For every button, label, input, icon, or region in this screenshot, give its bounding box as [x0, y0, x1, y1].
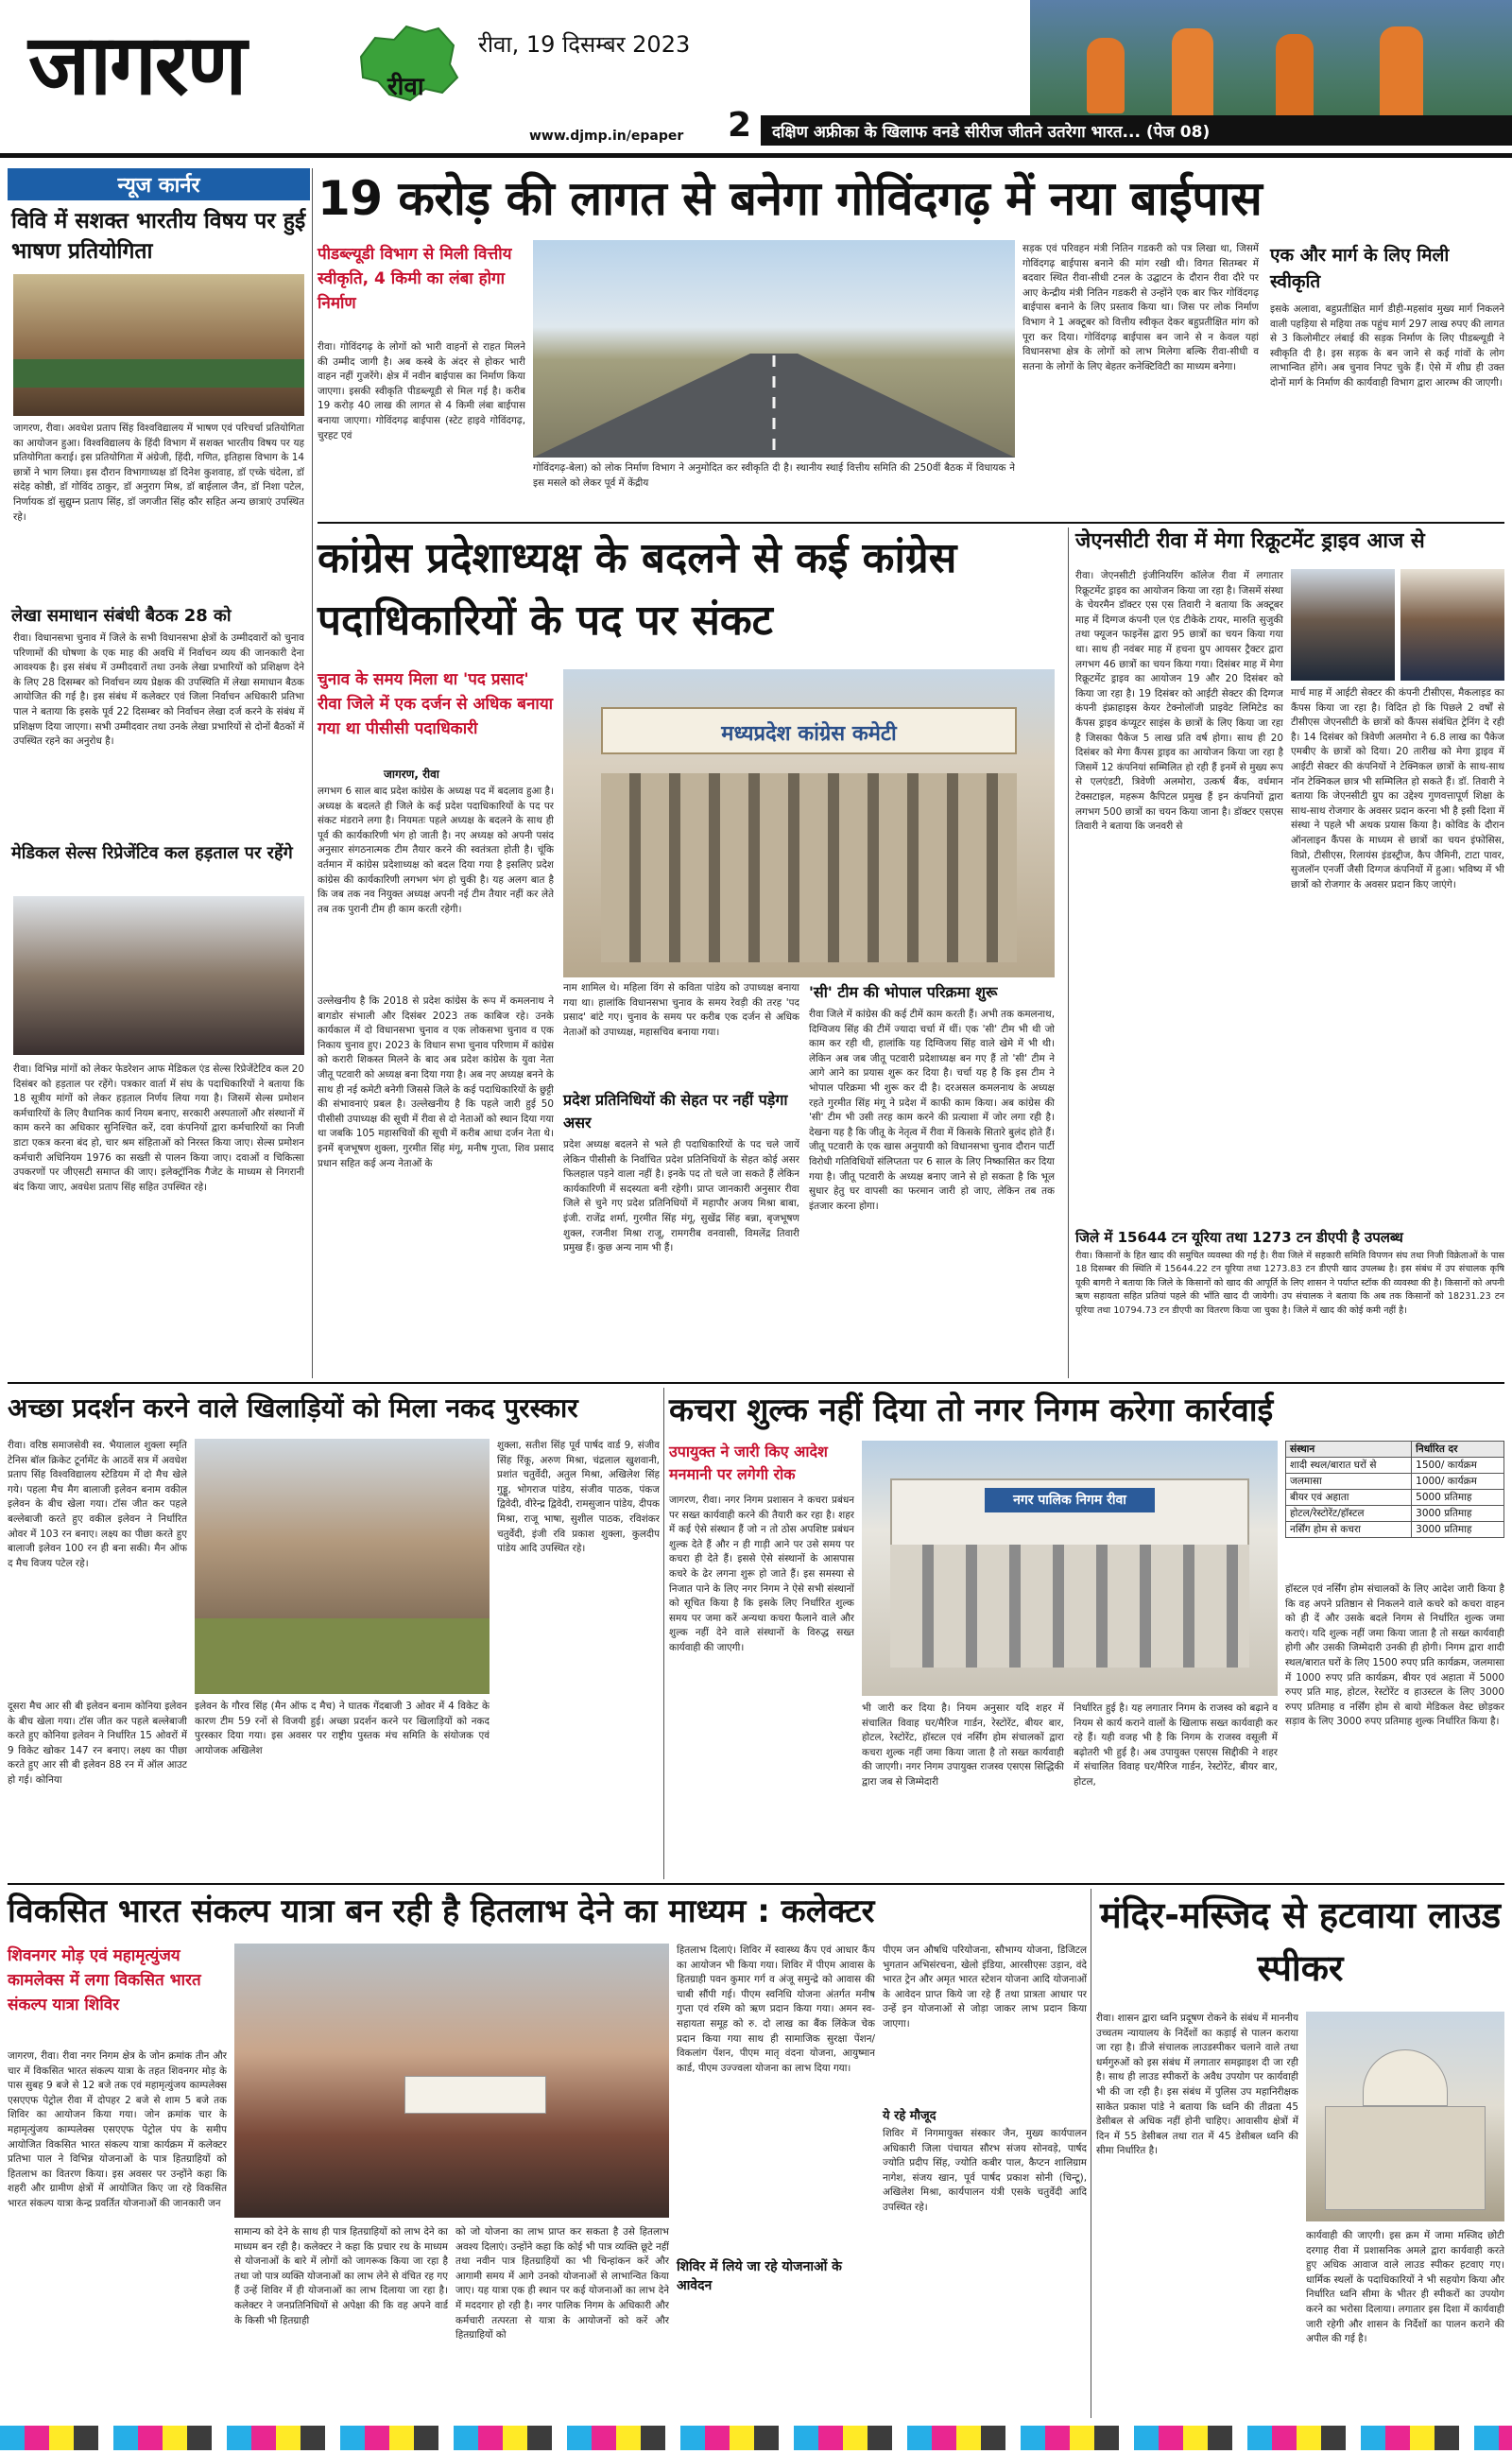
highway-photo — [533, 240, 1015, 458]
mandir-headline: मंदिर-मस्जिद से हटवाया लाउड स्पीकर — [1099, 1894, 1502, 1989]
jnct-subhead: जिले में 15644 टन यूरिया तथा 1273 टन डीएपी है उपलब्ध — [1075, 1229, 1403, 1246]
table-cell: 1000/ कार्यक्रम — [1412, 1474, 1504, 1490]
fee-table-header-rate: निर्धारित दर — [1412, 1442, 1504, 1458]
viksit-text-5: पीएम जन औषधि परियोजना, सौभाग्य योजना, डिजिटल भुगतान अभिसंरचना, खेलो इंडिया, आरसीएसः उड़ान, वंदे भारत ट्रेन और अमृत भारत स्टेशन योजना आदि योजनाओं के आवेदन प्राप्त किये जा रहे हैं तथा प्रात्रता आधार पर उन्हें इन योजनाओं से जोड़ा जाकर लाभ प्रदान किया जाएगा। — [883, 1944, 1087, 2030]
table-cell: 3000 प्रतिमाह — [1412, 1506, 1504, 1522]
congress-subhead-1: प्रदेश प्रतिनिधियों की सेहत पर नहीं पड़ेगा असर — [563, 1091, 788, 1132]
bypass-story — [318, 168, 1504, 518]
news-corner-headline-3: मेडिकल सेल्स रिप्रेजेंटिव कल हड़ताल पर रहेंगे — [11, 843, 293, 863]
bypass-caption-strip: गोविंदगढ़-बेला) को लोक निर्माण विभाग ने अनुमोदित कर स्वीकृति दी है। स्थानीय स्थाई वित्तीय समिति की 250वीं बैठक में विधायक ने इस मसले को लेकर पूर्व में केंद्रीय — [533, 462, 1015, 489]
table-row — [1286, 1506, 1504, 1522]
table-row — [1286, 1474, 1504, 1490]
viksit-text-1: जागरण, रीवा। रीवा नगर निगम क्षेत्र के जोन क्रमांक तीन और चार में विकसित भारत संकल्प यात्रा के तहत शिवनगर मोड़ के पास सुबह 9 बजे से 12 बजे तक एवं महामृत्युंजय काम्पलेक्स एसएएफ पेट्रोल रीवा में दोपहर 2 बजे से शाम 5 बजे तक शिविर का आयोजन किया गया। जोन क्रमांक चार के महामृत्युंजय काम्पलेक्स एसएएफ पेट्रोल पंप के समीप आयोजित विकसित भारत संकल्प यात्रा कार्यक्रम में कलेक्टर प्रतिभा पाल ने विभिन्न योजनाओं के पात्र हितग्राहियों को हितलाभ का वितरण किया। इस अवसर पर उन्होंने कहा कि शहरी और ग्रामीण क्षेत्रों में आयोजित किए जा रहे विकसित भारत संकल्प यात्रा केन्द्र प्रवर्तित योजनाओं की जानकारी जन — [8, 2050, 227, 2209]
kachra-text-3: निर्धारित हुई है। यह लगातार निगम के राजस्व को बढ़ाने व नियम से कार्य कराने वालों के खिलाफ सख्त कार्यवाही कर रहे हैं। यही वजह भी है कि निगम के राजस्व वसूली में बढ़ोतरी भी हुई है। अब उपायुक्त एसएस सिद्दीकी ने शहर में संचालित विवाह घर/मैरिज गार्डन, रेस्टोरेंट, बीयर बार, होटल, — [1074, 1702, 1278, 1788]
fee-table-box — [1285, 1441, 1504, 1573]
middle-band-rule — [8, 1382, 1504, 1384]
fee-table-header-institution: संस्थान — [1286, 1442, 1412, 1458]
congress-text-2: उल्लेखनीय है कि 2018 से प्रदेश कांग्रेस के रूप में कमलनाथ ने बागडोर संभाली और दिसंबर 2023 तक काबिज रहे। उनके कार्यकाल में दो विधानसभा चुनाव व एक लोकसभा चुनाव व एक निकाय चुनाव हुए। 2023 के विधान सभा चुनाव परिणाम में कांग्रेस को करारी शिकस्त मिलने के बाद अब प्रदेश कांग्रेस के युवा नेता जीतू पटवारी को अध्यक्ष बना दिया गया है। अब नए अध्यक्ष बनने के साथ ही नई कमेटी बनेगी जिससे जिले के कई पदाधिकारियों के छुट्टी की संभावनाएं प्रबल है। उल्लेखनीय है कि पहले जारी हुई 50 पीसीसी उपाध्यक्ष की सूची में रीवा से दो नेताओं को स्थान दिया गया था जबकि 105 महासचिवों की सूची में करीब आधा दर्जन नेता थे। इनमें बृजभूषण शुक्ला, गुरमीत सिंह मंगू, मनीष गुप्ता, शिव प्रसाद प्रधान सहित कई अन्य नेताओं के — [318, 995, 554, 1169]
bypass-text-1: रीवा। गोविंदगढ़ के लोगों को भारी वाहनों से राहत मिलने की उम्मीद जागी है। अब कस्बे के अंदर से होकर भारी वाहन नहीं गुजरेंगे। क्षेत्र में नवीन बाईपास का निर्माण किया जाएगा। इसकी स्वीकृति पीडब्ल्यूडी से मिल गई है। करीब 19 करोड़ 40 लाख की लागत से 4 किमी लंबा बाईपास बनाया जाएगा। गोविंदगढ़ बाईपास (स्टेट हाइवे गोविंदगढ़, चुरहट एवं — [318, 341, 525, 441]
viksit-text-3: को जो योजना का लाभ प्राप्त कर सकता है उसे हितलाभ अवश्य दिलाएं। उन्होंने कहा कि कोई भी पात्र व्यक्ति छूटे नहीं तथा नवीन पात्र हितग्राहियों का भी चिन्हांकन करें और आगामी समय में आगे उनको योजनाओं से लाभान्वित किया जाए। यह यात्रा एक ही स्थान पर कई योजनाओं का लाभ देने में मददगार हो रही है। नगर पालिक निगम के अधिकारी और कर्मचारी तत्परता से यात्रा के आयोजनों को करें और हितग्राहियों को — [455, 2226, 669, 2342]
page-number: 2 — [728, 106, 752, 145]
congress-text-4: प्रदेश अध्यक्ष बदलने से भले ही पदाधिकारियों के पद चले जायें लेकिन पीसीसी के निर्वाचित प्रदेश प्रतिनिधियों के सेहत कोई असर फिलहाल पड़ने वाला नहीं है। इनके पद तो चले जा सकते हैं लेकिन कार्यकारिणी में सदस्यता बनी रहेगी। प्राप्त जानकारी अनुसार रीवा जिले से चुने गए प्रदेश प्रतिनिधियों में महापौर अजय मिश्रा बाबा, इंजी. राजेंद्र शर्मा, गुरमीत सिंह मंगू, सुखेंद्र सिंह बन्ना, बृजभूषण शुक्ल, रजनीश मिश्रा राजू, रामगरीब वनवासी, विमलेंद्र तिवारी प्रमुख हैं। कुछ अन्य नाम भी हैं। — [563, 1139, 799, 1254]
table-cell: 3000 प्रतिमाह — [1412, 1522, 1504, 1538]
bypass-headline: 19 करोड़ की लागत से बनेगा गोविंदगढ़ में नया बाईपास — [318, 171, 1263, 226]
lower-band-rule — [8, 1883, 1504, 1885]
table-cell: नर्सिंग होम से कचरा — [1286, 1522, 1412, 1538]
congress-headline: कांग्रेस प्रदेशाध्यक्ष के बदलने से कई कांग्रेस पदाधिकारियों के पद पर संकट — [318, 534, 957, 645]
yatra-photo — [234, 1944, 669, 2218]
news-corner-text-2: रीवा। विधानसभा चुनाव में जिले के सभी विधानसभा क्षेत्रों के उम्मीदवारों को चुनाव परिणामों की घोषणा के एक माह की अवधि में निर्वाचन व्यय की जानकारी देना आवश्यक है। इस संबंध में उम्मीदवारों तथा उनके लेखा प्रभारियों को प्रशिक्षण देने के लिए 28 दिसम्बर को निर्वाचन व्यय प्रेक्षक की उपस्थिति में लेखा समाधान बैठक आयोजित की गई है। इस संबंध में कलेक्टर एवं जिला निर्वाचन अधिकारी प्रतिभा पाल ने बताया कि इसके पूर्व 22 दिसम्बर को निर्वाचन लेखा दर्ज करने के संबंध में प्रशिक्षण दिया जाएगा। सभी उम्मीदवार तथा उनके लेखा प्रभारियों से दोनों बैठकों में उपस्थित रहने का अनुरोध है। — [13, 632, 304, 748]
table-cell: जलमासा — [1286, 1474, 1412, 1490]
table-cell: 5000 प्रतिमाह — [1412, 1490, 1504, 1506]
congress-text-3: नाम शामिल थे। महिला विंग से कविता पांडेय को उपाध्यक्ष बनाया गया था। हालांकि विधानसभा चुनाव के समय रेवड़ी की तरह 'पद प्रसाद' बांटे गए। चुनाव के समय पर करीब एक दर्जन से अधिक नेताओं को उपाध्यक्ष, महासचिव बनाया गया। — [563, 982, 799, 1038]
congress-text-1: लगभग 6 साल बाद प्रदेश कांग्रेस के अध्यक्ष पद में बदलाव हुआ है। अध्यक्ष के बदलते ही जिले के कई प्रदेश पदाधिकारियों के पद पर संकट मंडराने लगा है। नियमतः पहले अध्यक्ष के बदलने के साथ ही पूर्व की कार्यकारिणी भंग हो जाती है। नए अध्यक्ष को अपनी पसंद अनुसार संगठनात्मक टीम तैयार करने की स्वतंत्रता होती है। चूंकि वर्तमान में कांग्रेस प्रदेशाध्यक्ष को बदल दिया गया है इसलिए प्रदेश कांग्रेस की कार्यकारिणी लगभग भंग हो चुकी है। यह अलग बात है कि जब तक नव नियुक्त अध्यक्ष अपनी नई टीम तैयार नहीं कर लेते तब तक पुरानी टीम ही काम करती रहेगी। — [318, 786, 554, 915]
kachra-text-1: जागरण, रीवा। नगर निगम प्रशासन ने कचरा प्रबंधन पर सख्त कार्यवाही करने की तैयारी कर रहा है। शहर में कई ऐसे संस्थान हैं जो न तो ठोस अपशिष्ट प्रबंधन शुल्क देते हैं और न ही गाड़ी आने पर उसे समय पर कचरा ही देते हैं। इससे ऐसे संस्थानों के आसपास कचरे के ढेर लगना शुरू हो जाते हैं। इस समस्या से निजात पाने के लिए नगर निगम ने ऐसे सभी संस्थानों को सूचित किया है कि इसके लिए निर्धारित शुल्क समय पर जमा करें अन्यथा कचरा फैलाने वाले और शुल्क नहीं देने वाले संस्थानों के विरुद्ध सख्त कार्यवाही की जाएगी। — [669, 1495, 854, 1653]
jnct-portrait-1 — [1291, 569, 1395, 681]
news-corner-headline-2: लेखा समाधान संबंधी बैठक 28 को — [11, 606, 232, 626]
congress-office-photo: मध्यप्रदेश कांग्रेस कमेटी — [563, 669, 1055, 977]
bypass-side-headline: एक और मार्ग के लिए मिली स्वीकृति — [1270, 245, 1450, 292]
players-text-4: शुक्ला, सतीश सिंह पूर्व पार्षद वार्ड 9, संजीव सिंह रिंकू, अरुण मिश्रा, चंद्रलाल खुशवानी, प्रशांत चतुर्वेदी, अतुल मिश्रा, अखिलेश सिंह गुड्डू, भोगराज पांडेय, संजीव पाठक, पंकज द्विवेदी, वीरेन्द्र द्विवेदी, रामसुजान पांडेय, दीपक मिश्रा, राजू भाषा, सुशील पाठक, रविशंकर चतुर्वेदी, इंजी रवि प्रकाश शुक्ला, कुलदीप पांडेय आदि उपस्थित रहे। — [497, 1440, 660, 1555]
viksit-text-6: शिविर में निगमायुक्त संस्कार जैन, मुख्य कार्यपालन अधिकारी जिला पंचायत सौरभ संजय सोनवड़े, पार्षद ज्योति प्रदीप सिंह, ज्योति कबीर पाल, कैप्टन शालिग्राम नागेश, संजय खान, पूर्व पार्षद प्रकाश सोनी (चिन्टू), अखिलेश मिश्रा, कार्यपालन यंत्री एसके चतुर्वेदी आदि उपस्थित रहे। — [883, 2128, 1087, 2213]
congress-story — [318, 527, 1064, 1378]
kachra-text-2: भी जारी कर दिया है। नियम अनुसार यदि शहर में संचालित विवाह घर/मैरिज गार्डन, रेस्टोरेंट, बीयर बार, होटल, रेस्टोरेंट, हॉस्टल एवं नर्सिंग होम संचालकों द्वारा कचरा शुल्क नहीं जमा किया जाता है तो सख्त कार्यवाही की जाएगी। नगर निगम उपायुक्त राजस्व एसएस सिद्धिकी द्वारा जब से जिम्मेदारी — [862, 1702, 1064, 1788]
date-line: रीवा, 19 दिसम्बर 2023 — [478, 31, 691, 58]
congress-byline: जागरण, रीवा — [384, 768, 439, 781]
viksit-text-4: हितलाभ दिलाएं। शिविर में स्वास्थ्य कैंप एवं आधार कैंप का आयोजन भी किया गया। शिविर में पीएम आवास के हितग्राही पवन कुमार गर्ग व अंजू समुन्द्रे को आवास की चाबी सौंपी गई। पीएम स्वनिधि योजना अंतर्गत मनीष गुप्ता एवं रश्मि को ऋण प्रदान किया गया। अमन स्व-सहायता समूह को रु. दो लाख का बैंक लिंकेज चेक प्रदान किया गया साथ ही सामाजिक सुरक्षा पेंशन/विकलांग पेंशन, पीएम मातृ वंदना योजना, आयुष्मान कार्ड, पीएम उज्ज्वला योजना का लाभ दिया गया। — [677, 1944, 875, 2074]
color-registration-strip — [0, 2426, 1512, 2450]
jnct-text-2: मार्च माह में आईटी सेक्टर की कंपनी टीसीएस, मैकलाइड का कैंपस किया जा रहा है। विदित हो कि पिछले 2 वर्षों से टीसीएस जेएनसीटी के छात्रों को कैंपस संबंधित ट्रेनिंग दे रही है। 14 दिसंबर को त्रिवेणी अलमोरा ने 6.8 लाख का पैकेज एमबीए के छात्रों को दिया। 20 तारीख को मेगा ड्राइव में आईटी सेक्टर की कंपनियों ने टेक्निकल छात्रों के साथ-साथ नॉन टेक्निकल छात्र भी सम्मिलित हो सकते हैं। डॉ. तिवारी ने बताया कि जेएनसीटी ग्रुप का उद्देश्य गुणवत्तापूर्ण शिक्षा के साथ-साथ रोजगार के अवसर प्रदान करना भी है इसी दिशा में संस्था ने पहले भी अथक प्रयास किया है। कोविड के दौरान ऑनलाइन कैंपस के माध्यम से छात्रों का चयन इंफोसिस, विप्रो, टीसीएस, रिलायंस इंडस्ट्रीज, कैप जैमिनी, टाटा पावर, सुजलॉन एनर्जी जैसी दिग्गज कंपनियों में हुआ। भविष्य में भी छात्रों को रोजगार के अवसर प्रदान किए जाएंगे। — [1291, 687, 1504, 890]
jnct-portrait-2 — [1400, 569, 1504, 681]
region-label: रीवा — [387, 73, 424, 101]
jnct-headline: जेएनसीटी रीवा में मेगा रिक्रूटमेंट ड्राइव आज से — [1075, 529, 1425, 553]
congress-deck: चुनाव के समय मिला था 'पद प्रसाद' रीवा जिले में एक दर्जन से अधिक बनाया गया था पीसीसी पदाधिकारी — [318, 670, 554, 738]
logo: जागरण — [28, 15, 246, 113]
promo-bar[interactable] — [761, 115, 1512, 146]
players-text-2: दूसरा मैच आर सी बी इलेवन बनाम कोनिया इलेवन के बीच खेला गया। टॉस जीत कर पहले बल्लेबाजी करते हुए कोनिया इलेवन ने निर्धारित 15 ओवरों में 9 विकेट खोकर 147 रन बनाए। लक्ष्य का पीछा करते हुए आर सी बी इलेवन 88 रन में ऑल आउट हो गई। कोनिया — [8, 1701, 187, 1786]
congress-right-rule — [1068, 527, 1069, 1378]
viksit-headline: विकसित भारत संकल्प यात्रा बन रही है हितलाभ देने का माध्यम : कलेक्टर — [8, 1892, 875, 1930]
mosque-photo — [1306, 2012, 1504, 2221]
viksit-text-2: सामान्य को देने के साथ ही पात्र हितग्राहियों को लाभ देने का माध्यम बन रही है। कलेक्टर ने कहा कि प्रचार रथ के माध्यम से योजनाओं के बारे में लोगों को जागरूक किया जा रहा है तथा जो पात्र व्यक्ति योजनाओं का लाभ लेने से वंचित रह गए हैं उन्हें शिविर में ही योजनाओं का लाभ दिलाया जा रहा है। कलेक्टर ने जनप्रतिनिधियों से अपेक्षा की कि वह अपने वार्ड के किसी भी हितग्राही — [234, 2226, 448, 2326]
masthead — [0, 0, 1512, 161]
viksit-story — [8, 1889, 1087, 2418]
players-text-3: इलेवन के गौरव सिंह (मैन ऑफ द मैच) ने घातक गेंदबाजी 3 ओवर में 4 विकेट के कारण टीम 59 रनों से विजयी हुई। अच्छा प्रदर्शन करने पर खिलाड़ियों को नकद पुरस्कार दिया गया। इस अवसर पर राष्ट्रीय पुस्तक मंच समिति के संयोजक एवं आयोजक अखिलेश — [195, 1701, 490, 1756]
jnct-story — [1075, 527, 1504, 1378]
congress-subhead-2: 'सी' टीम की भोपाल परिक्रमा शुरू — [809, 983, 998, 1001]
nagar-nigam-photo: नगर पालिक निगम रीवा — [862, 1441, 1278, 1696]
players-text-1: रीवा। वरिष्ठ समाजसेवी स्व. भैयालाल शुक्ला स्मृति टेनिस बॉल क्रिकेट टूर्नामेंट के आठवें सत्र में अवधेश प्रताप सिंह विश्वविद्यालय स्टेडियम में दो मैच खेले गये। पहला मैच मैग बालाजी इलेवन बनाम वकील इलेवन के बीच खेला गया। टॉस जीत कर पहले बल्लेबाजी करते हुए वकील इलेवन ने निर्धारित ओवर में 103 रन बनाए। लक्ष्य का पीछा करते हुए बालाजी इलेवन 100 रन ही बना सकी। मैन ऑफ द मैच विजय पटेल रहे। — [8, 1440, 187, 1569]
players-headline: अच्छा प्रदर्शन करने वाले खिलाड़ियों को मिला नकद पुरस्कार — [8, 1392, 578, 1424]
fee-table — [1285, 1441, 1504, 1538]
kachra-deck: उपायुक्त ने जारी किए आदेश मनमानी पर लगेगी रोक — [669, 1443, 828, 1483]
promo-text: दक्षिण अफ्रीका के खिलाफ वनडे सीरीज जीतने उतरेगा भारत... (पेज 08) — [772, 123, 1211, 142]
epaper-url[interactable]: www.djmp.in/epaper — [529, 129, 684, 144]
table-row — [1286, 1458, 1504, 1474]
table-row — [1286, 1490, 1504, 1506]
strike-meeting-photo — [13, 896, 304, 1055]
table-row — [1286, 1522, 1504, 1538]
viksit-subhead-2: ये रहे मौजूद — [883, 2109, 936, 2123]
news-corner-text-3: रीवा। विभिन्न मांगों को लेकर फेडरेशन आफ मेडिकल एंड सेल्स रिप्रेजेंटेटिव कल 20 दिसंबर को हड़ताल पर रहेंगे। पत्रकार वार्ता में संघ के पदाधिकारियों ने बताया कि 18 सूत्रीय मांगों को लेकर हड़ताल निर्णय लिया गया है। जिसमें सेल्स प्रमोशन कर्मचारियों के लिए वैधानिक कार्य नियम बनाए, सरकारी अस्पतालों और संस्थानों में काम करने का अधिकार सुनिश्चित करें, दवा कंपनियों द्वारा कर्मचारियों का निजी डाटा एकत्र करना बंद हो, चार श्रम संहिताओं को निरस्त किया जाए। सेल्स प्रमोशन कर्मचारी अधिनियम 1976 का सख्ती से पालन किया जाए। दवाओं व चिकित्सा उपकरणों पर जीएसटी समाप्त की जाए। इलेक्ट्रॉनिक गैजेट के माध्यम से निगरानी बंद किया जाए, अवधेश प्रताप सिंह सहित उपस्थित रहे। — [13, 1063, 304, 1193]
masthead-rule — [0, 153, 1512, 158]
players-right-rule — [663, 1388, 664, 1879]
players-story — [8, 1388, 660, 1879]
jnct-text-3: रीवा। किसानों के हित खाद की समुचित व्यवस्था की गई है। रीवा जिले में सहकारी समिति विपणन संघ तथा निजी विक्रेताओं के पास 18 दिसम्बर की स्थिति में 15644.22 टन यूरिया तथा 1273.83 टन डीएपी खाद उपलब्ध है। इस संबंध में उप संचालक कृषि यूकी बागरी ने बताया कि जिले के किसानों को खाद की आपूर्ति के लिए शासन ने पर्याप्त स्टॉक की व्यवस्था की है। किसानों को अपनी ऋण सहायता सहित प्रतियां पहले की भाँति खाद दी जायेगी। उप संचालक ने बताया कि अब तक किसानों को 18231.23 टन यूरिया तथा 10794.73 टन डीएपी का वितरण किया जा चुका है। जिले में खाद की कोई कमी नहीं है। — [1075, 1251, 1504, 1316]
prize-photo — [195, 1439, 490, 1694]
kachra-text-4: हॉस्टल एवं नर्सिंग होम संचालकों के लिए आदेश जारी किया है कि वह अपने प्रतिष्ठान से निकलने वाले कचरे को कचरा वाहन को ही दें और उसके बदले निगम से निर्धारित शुल्क जमा कराएं। यदि शुल्क नहीं जमा किया जाता है तो सख्त कार्यवाही होगी और उसकी जिम्मेदारी उनकी ही होगी। निगम द्वारा शादी स्थल/बारात घरों के लिए 1500 रुपए प्रति कार्यक्रम, जलमासा में 1000 रुपए प्रति कार्यक्रम, बीयर एवं अहाता में 5000 रुपए प्रति माह, होटल, रेस्टोरेंट व हाउस्टल के लिए 3000 रुपए प्रतिमाह व नर्सिंग होम से बायो मेडिकल वेस्ट छोड़कर सड़ाव के लिए 3000 रुपए प्रतिमाह शुल्क निर्धारित किया है। — [1285, 1583, 1504, 1728]
viksit-deck: शिवनगर मोड़ एवं महामृत्युंजय कामलेक्स में लगा विकसित भारत संकल्प यात्रा शिविर — [8, 1946, 201, 2014]
mandir-text-2: कार्यवाही की जाएगी। इस क्रम में जामा मस्जिद छोटी दरगाह रीवा में प्रशासनिक अमले द्वारा कार्यवाही करते हुए अधिक आवाज वाले लाउड स्पीकर हटवाए गए। धार्मिक स्थलों के पदाधिकारियों ने भी सहयोग किया और निर्धारित ध्वनि सीमा के भीतर ही स्पीकरों का उपयोग करने का भरोसा दिलाया। लगातार इस दिशा में कार्यवाही जारी रहेगी और शासन के निर्देशों का पालन कराने की अपील की गई है। — [1306, 2230, 1504, 2345]
mandir-story — [1096, 1889, 1504, 2418]
table-cell: होटल/रेस्टोरेंट/हॉस्टल — [1286, 1506, 1412, 1522]
kachra-headline: कचरा शुल्क नहीं दिया तो नगर निगम करेगा कार्रवाई — [669, 1391, 1274, 1429]
bypass-text-3: इसके अलावा, बहुप्रतीक्षित मार्ग डीही-महसांव मुख्य मार्ग निकलने वाली पहड़िया से महिया तक पहुंच मार्ग 297 लाख रुपए की लागत से 3 किलोमीटर लंबाई की सड़क निर्माण के लिए पीडब्ल्यूडी ने स्वीकृति दी है। इस सड़क के बन जाने से कई गांवों के लोग लाभान्वित होंगे। अब चुनाव निपट चुके हैं। ऐसे में शीघ्र ही उक्त दोनों मार्ग के निर्माण की कार्यवाही विभाग द्वारा आरम्भ की जाएगी। — [1270, 303, 1504, 389]
news-corner-label: न्यूज कार्नर — [8, 168, 310, 200]
cricket-photo — [1030, 0, 1512, 130]
congress-text-5: रीवा जिले में कांग्रेस की कई टीमें काम करती हैं। अभी तक कमलनाथ, दिग्विजय सिंह की टीमें ज्यादा चर्चा में थीं। एक 'सी' टीम भी थी जो काम कर रही थी, हालांकि यह दिग्विजय सिंह वाले खेमे में भी थी। लेकिन अब जब जीतू पटवारी प्रदेशाध्यक्ष बन गए हैं तो 'सी' टीम ने आगे आने का प्रयास शुरू कर दिया है। चर्चा यह है कि इस टीम ने भोपाल परिक्रमा भी शुरू कर दी है। दरअसल कमलनाथ के अध्यक्ष रहते गुरमीत सिंह मंगू ने प्रदेश में काफी काम किया। अब कांग्रेस की 'सी' टीम भी उसी तरह काम करने की प्रत्याशा में जोर लगा रही है। देखना यह है कि जीतू के नेतृत्व में रीवा में किसके सितारे बुलंद होते हैं। जीतू पटवारी के एक खास अनुयायी को विधानसभा चुनाव दौरान पार्टी विरोधी गतिविधियों संलिप्तता पर 6 साल के लिए निष्कासित कर दिया गया है। जीतू पटवारी के अध्यक्ष बनाए जाने से हो सकता है कि भूल सुधार हेतु घर वापसी का फरमान जारी हो जाए, लेकिन तब तक इंतजार करना होगा। — [809, 1009, 1055, 1212]
bypass-bottom-rule — [318, 522, 1504, 524]
mandir-text-1: रीवा। शासन द्वारा ध्वनि प्रदूषण रोकने के संबंध में माननीय उच्चतम न्यायालय के निर्देशों का कड़ाई से पालन कराया जा रहा है। डीजे संचालक लाउडस्पीकर चलाने वाले तथा धर्मगुरुओं को इस संबंध में लगातार समझाइश दी जा रही है। साथ ही लाउड स्पीकरों के अवैध उपयोग पर कार्यवाही भी की जा रही है। इस संबंध में पुलिस उप महानिरीक्षक साकेत प्रकाश पांडे ने बताया कि ध्वनि की तीव्रता 45 डेसीबल से अधिक नहीं होनी चाहिए। आवासीय क्षेत्रों में दिन में 55 डेसीबल तथा रात में 45 डेसीबल ध्वनि की सीमा निर्धारित है। — [1096, 2013, 1298, 2157]
seminar-photo — [13, 274, 304, 416]
news-corner — [8, 168, 310, 1378]
viksit-subhead-1: शिविर में लिये जा रहे योजनाओं के आवेदन — [677, 2259, 842, 2293]
table-cell: बीयर एवं अहाता — [1286, 1490, 1412, 1506]
jnct-text-1: रीवा। जेएनसीटी इंजीनियरिंग कॉलेज रीवा में लगातार रिक्रूटमेंट ड्राइव का आयोजन किया जा रहा है। जिसमें संस्था के चेयरमैन डॉक्टर एस एस तिवारी ने बताया कि अक्टूबर माह में दिग्गज कंपनी एल एंड टीकेके टायर, मारुति सुजुकी तथा फ्यूजन फाइनेंस द्वारा 95 छात्रों का चयन किया गया था। साथ ही नवंबर माह में हचना ग्रुप आयसर ट्रैक्टर द्वारा लगभग 46 छात्रों का चयन किया गया। दिसंबर माह में मेगा रिक्रूटमेंट ड्राइव का आयोजन 19 और 20 दिसंबर को किया जा रहा है। 19 दिसंबर को आईटी सेक्टर की दिग्गज कंपनी इंफ्राहाइस केयर टेक्नोलॉजी प्राइवेट लिमिटेड का कैंपस ड्राइव कंप्यूटर साइंस के छात्रों के लिए किया जा रहा है जिसका पैकेज 5 लाख प्रति वर्ष होगा। साथ ही 20 दिसंबर को मेगा कैंपस ड्राइव का आयोजन किया जा रहा है जिसमें 12 कंपनियां सम्मिलित हो रही हैं इनमें से मुख्य रूप से एलएंडटी, त्रिवेणी अलमोरा, उत्कर्ष बैंक, वर्धमान टेक्सटाइल, महरूम कैपिटल प्रमुख हैं इन कंपनियों द्वारा लगभग 500 छात्रों का चयन किया जाना है। डॉक्टर एसएस तिवारी ने बताया कि जनवरी से — [1075, 570, 1283, 833]
news-corner-headline-1: विवि में सशक्त भारतीय विषय पर हुई भाषण प्रतियोगिता — [11, 209, 306, 264]
news-corner-text-1: जागरण, रीवा। अवधेश प्रताप सिंह विश्वविद्यालय में भाषण एवं परिचर्चा प्रतियोगिता का आयोजन हुआ। विश्वविद्यालय के हिंदी विभाग में सशक्त भारतीय विषय पर यह प्रतियोगिता कराई। इस प्रतियोगिता में अंग्रेजी, हिंदी, गणित, इतिहास विभाग के 14 छात्रों ने भाग लिया। इस दौरान विभागाध्यक्ष डॉ दिनेश कुशवाह, डॉ एच्के चंदेला, डॉ संदेह कोष्ठी, डॉ गोविंद ठाकुर, डॉ अनुराग मिश्र, डॉ बाईलाल जैन, डॉ निशा पटेल, निर्णायक डॉ सुद्युम्न प्रताप सिंह, डॉ जगजीत सिंह कौर सहित अन्य छात्राएं उपस्थित रहे। — [13, 423, 304, 523]
left-column-rule — [312, 168, 313, 1378]
bypass-deck: पीडब्ल्यूडी विभाग से मिली वित्तीय स्वीकृति, 4 किमी का लंबा होगा निर्माण — [318, 245, 512, 313]
table-cell: शादी स्थल/बारात घरों से — [1286, 1458, 1412, 1474]
bypass-text-2: सड़क एवं परिवहन मंत्री नितिन गडकरी को पत्र लिखा था, जिसमें गोविंदगढ़ बाईपास बनाने की मांग रखी थी। विगत सितम्बर में बदवार स्थित रीवा-सीधी टनल के उद्घाटन के दौरान रीवा दौरे पर आए केन्द्रीय मंत्री नितिन गडकरी से उन्होंने एक बार फिर गोविंदगढ़ बाईपास बनाने के लिए प्रस्ताव किया था। जिस पर लोक निर्माण विभाग ने 1 अक्टूबर को वित्तीय स्वीकृत देकर बहुप्रतीक्षित मांग को पूरा कर दिया। गोविंदगढ़ बाईपास बन जाने से न केवल यहां विधानसभा क्षेत्र के लोगों को लाभ मिलेगा बल्कि रीवा-सीधी व सतना के लोगों के लिए बेहतर कनेक्टिविटी का माध्यम बनेगा। — [1022, 243, 1259, 372]
kachra-story — [669, 1388, 1504, 1879]
table-cell: 1500/ कार्यक्रम — [1412, 1458, 1504, 1474]
